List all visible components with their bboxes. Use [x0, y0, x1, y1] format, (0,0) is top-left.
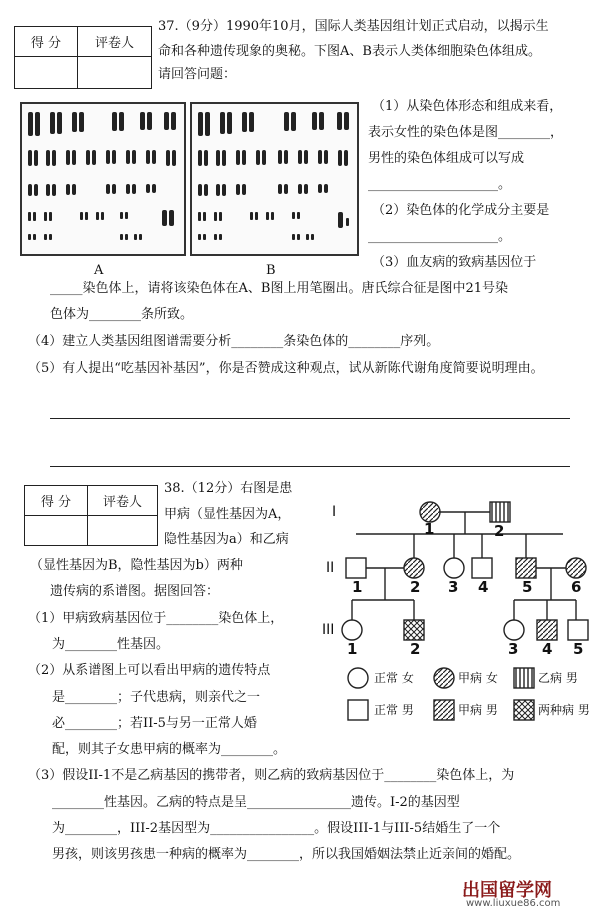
q37-s2b: ____________________。 [368, 229, 512, 244]
ped-II-1: 1 [352, 578, 363, 596]
ped-II-2: 2 [410, 578, 421, 596]
q37-line2: 命和各种遗传现象的奥秘。下图A、B表示人类体细胞染色体组成。 [158, 44, 541, 59]
q37-s1d: ____________________。 [368, 177, 512, 192]
q37-s4: （4）建立人类基因组图谱需要分析________条染色体的________序列。 [28, 334, 440, 349]
figure-label-a: A [94, 263, 104, 278]
legend-both-male: 两种病 男 [538, 703, 590, 717]
legend-normal-female: 正常 女 [374, 671, 414, 685]
pedigree-svg [318, 488, 598, 728]
q37-line3: 请回答问题： [158, 67, 237, 82]
watermark-logo: 出国留学网 [462, 880, 552, 901]
q38-q3b: ________性基因。乙病的特点是呈________________遗传。I-2的基因型 [52, 795, 460, 810]
generation-label-3: III [322, 622, 335, 638]
ped-II-5: 5 [522, 578, 533, 596]
answer-line-1[interactable] [50, 418, 570, 419]
ped-I-2: 2 [494, 522, 505, 540]
q38-q3d: 男孩，则该男孩患一种病的概率为________，所以我国婚姻法禁止近亲间的婚配。 [52, 847, 521, 862]
q38-intro-4: （显性基因为B，隐性基因为b）两种 [30, 558, 243, 573]
karyotype-figure-b [190, 102, 359, 256]
ped-III-5: 5 [573, 640, 584, 658]
score-table-38 [24, 485, 158, 546]
karyotype-b-image [192, 104, 357, 254]
q37-line1: 37.（9分）1990年10月，国际人类基因组计划正式启动，以揭示生 [158, 19, 549, 34]
score-header: 得 分 [25, 486, 88, 516]
q37-s1b: 表示女性的染色体是图________， [368, 125, 564, 140]
legend-a-male: 甲病 男 [458, 703, 498, 717]
q38-q2d: 配，则其子女患甲病的概率为________。 [52, 742, 287, 757]
legend-b-male: 乙病 男 [538, 671, 578, 685]
q38-intro-1: 38.（12分）右图是患 [164, 481, 293, 496]
q38-q1b: 为________性基因。 [52, 637, 170, 652]
ped-III-2: 2 [410, 640, 421, 658]
ped-III-3: 3 [508, 640, 519, 658]
answer-line-2[interactable] [50, 466, 570, 467]
score-header: 得 分 [15, 27, 78, 57]
ped-III-1: 1 [347, 640, 358, 658]
q37-s2a: （2）染色体的化学成分主要是 [372, 203, 550, 218]
ped-III-4: 4 [542, 640, 553, 658]
figure-label-b: B [266, 263, 276, 278]
q38-q1a: （1）甲病致病基因位于________染色体上， [28, 611, 284, 626]
q37-s1c: 男性的染色体组成可以写成 [368, 151, 525, 166]
q37-s3c: 色体为________条所致。 [50, 307, 194, 322]
score-cell[interactable] [25, 516, 88, 546]
ped-II-4: 4 [478, 578, 489, 596]
grader-header: 评卷人 [78, 27, 152, 57]
q37-s5: （5）有人提出“吃基因补基因”，你是否赞成这种观点，试从新陈代谢角度简要说明理由。 [28, 361, 544, 376]
pedigree-chart [318, 488, 598, 728]
grader-header: 评卷人 [88, 486, 158, 516]
q37-s1a: （1）从染色体形态和组成来看， [372, 99, 563, 114]
karyotype-figure-a [20, 102, 186, 256]
q38-q2b: 是________；子代患病，则亲代之一 [52, 690, 261, 705]
grader-cell[interactable] [88, 516, 158, 546]
ped-II-3: 3 [448, 578, 459, 596]
generation-label-1: I [332, 504, 337, 520]
q38-q2a: （2）从系谱图上可以看出甲病的遗传特点 [28, 663, 271, 678]
score-cell[interactable] [15, 57, 78, 89]
grader-cell[interactable] [78, 57, 152, 89]
legend-normal-male: 正常 男 [374, 703, 414, 717]
score-table-37 [14, 26, 152, 89]
ped-II-6: 6 [571, 578, 582, 596]
legend-a-female: 甲病 女 [458, 671, 498, 685]
generation-label-2: II [326, 560, 335, 576]
q38-intro-5: 遗传病的系谱图。据图回答： [50, 584, 220, 599]
q38-q3c: 为________，III-2基因型为________________。假设III-1与III-5结婚生了一个 [52, 821, 501, 836]
q37-s3a: （3）血友病的致病基因位于 [372, 255, 537, 270]
q38-intro-2: 甲病（显性基因为A， [164, 507, 291, 522]
ped-I-1: 1 [424, 520, 435, 538]
q38-q2c: 必________；若II-5与另一正常人婚 [52, 716, 257, 731]
karyotype-a-image [22, 104, 184, 254]
watermark-url: www.liuxue86.com [466, 898, 561, 909]
q37-s3b: _____染色体上，请将该染色体在A、B图上用笔圈出。唐氏综合征是图中21号染 [50, 281, 508, 296]
q38-q3a: （3）假设II-1不是乙病基因的携带者，则乙病的致病基因位于________染色体上，为 [28, 768, 515, 783]
q38-intro-3: 隐性基因为a）和乙病 [164, 532, 289, 547]
